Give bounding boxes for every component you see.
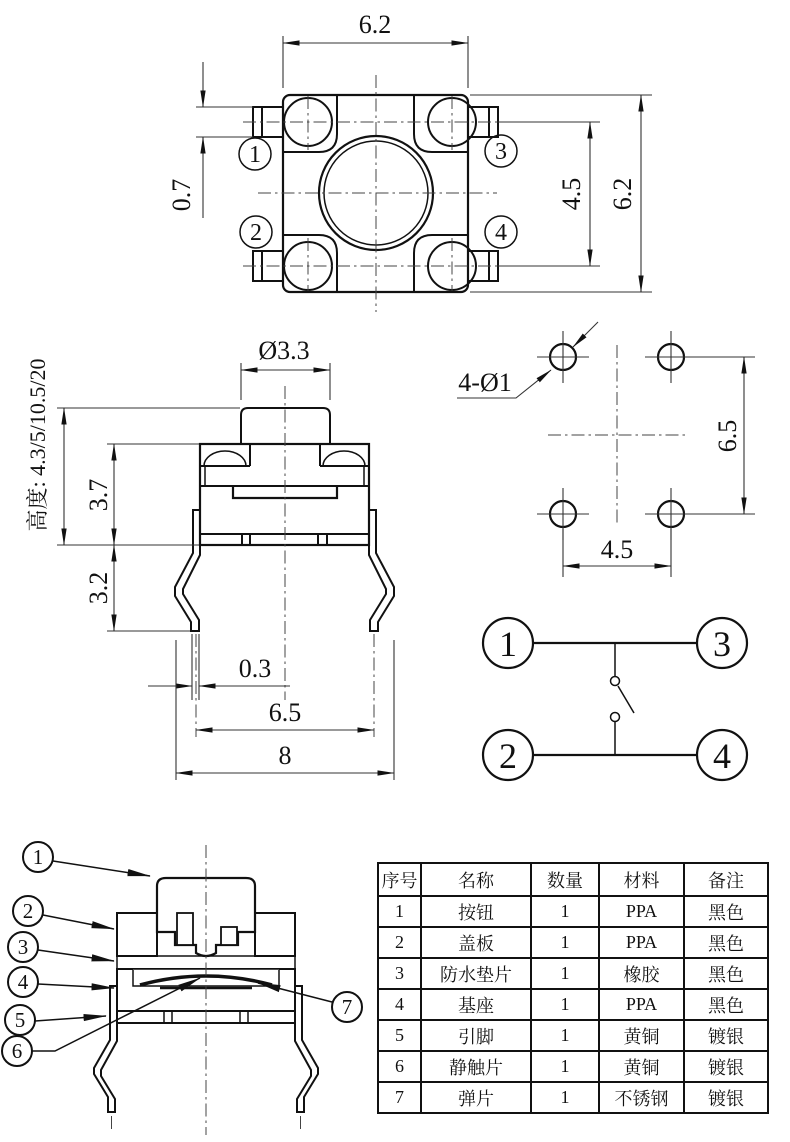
- cell-material: PPA: [599, 927, 684, 958]
- col-header-name: 名称: [421, 863, 531, 896]
- dim-right-height-value: 6.2: [608, 177, 637, 211]
- col-header-qty: 数量: [531, 863, 599, 896]
- cell-index: 6: [378, 1051, 421, 1082]
- callout-4-label: 4: [17, 970, 29, 994]
- callout-2: [13, 896, 43, 926]
- pin-balloon-4: [485, 216, 517, 248]
- pin-2-label: 2: [250, 220, 262, 246]
- circuit-pin-3: [697, 618, 747, 668]
- pin-4-label: 4: [495, 220, 507, 246]
- callout-7-label: 7: [341, 995, 353, 1019]
- cover-arc-right: [323, 451, 365, 466]
- table-row: [378, 989, 768, 1020]
- callout-7: [332, 992, 362, 1022]
- left-leg: [175, 510, 200, 631]
- dim-pin-offset: [167, 62, 253, 218]
- contact-top: [611, 677, 620, 686]
- pcb-layout-view: [457, 322, 755, 577]
- cell-qty: 1: [531, 958, 599, 989]
- section-cover-left: [117, 913, 157, 956]
- cell-material: 黄铜: [599, 1051, 684, 1082]
- cover-arc-left: [204, 451, 246, 466]
- dim-body-height-value: 3.7: [84, 478, 113, 512]
- cell-name: 弹片: [421, 1082, 531, 1113]
- cell-name: 防水垫片: [421, 958, 531, 989]
- contact-bottom: [611, 713, 620, 722]
- cell-name: 盖板: [421, 927, 531, 958]
- circuit-pin-2: [483, 730, 533, 780]
- col-header-index: 序号: [378, 863, 421, 896]
- cell-index: 5: [378, 1020, 421, 1051]
- dim-pin-span: [498, 122, 600, 266]
- circuit-pin-4-label: 4: [713, 736, 731, 776]
- cell-index: 4: [378, 989, 421, 1020]
- cell-name: 引脚: [421, 1020, 531, 1051]
- top-view: [167, 10, 652, 312]
- circuit-pin-3-label: 3: [713, 624, 731, 664]
- dim-foot-width-value: 0.3: [238, 654, 272, 683]
- section-cover-right: [255, 913, 295, 956]
- height-options-label: 高度: 4.3/5/10.5/20: [25, 358, 50, 532]
- section-button-post-left: [177, 913, 193, 945]
- cell-index: 3: [378, 958, 421, 989]
- cell-qty: 1: [531, 1051, 599, 1082]
- pin-1-label: 1: [249, 142, 261, 168]
- circuit-pin-1: [483, 618, 533, 668]
- callout-3: [8, 932, 38, 962]
- dim-pin-span-value: 4.5: [557, 177, 586, 211]
- hole-callout: [457, 322, 598, 398]
- dim-pin-offset-value: 0.7: [167, 178, 196, 212]
- cell-remark: 镀银: [684, 1082, 768, 1113]
- table-row: [378, 1051, 768, 1082]
- circuit-pin-1-label: 1: [499, 624, 517, 664]
- dim-foot-span: [196, 698, 374, 730]
- dim-leg-height-value: 3.2: [84, 571, 113, 605]
- dim-top-width-value: 6.2: [358, 10, 392, 39]
- cell-name: 静触片: [421, 1051, 531, 1082]
- section-button-post-right: [221, 927, 237, 945]
- cell-qty: 1: [531, 1082, 599, 1113]
- switch-blade: [618, 686, 634, 713]
- dim-foot-span-value: 6.5: [268, 698, 302, 727]
- right-leg: [369, 510, 394, 631]
- cell-index: 1: [378, 896, 421, 927]
- table-row: [378, 958, 768, 989]
- dim-overall-height: [25, 359, 240, 545]
- section-left-leg: [94, 986, 117, 1112]
- pin-balloon-1: [239, 138, 271, 170]
- pin-balloon-2: [240, 216, 272, 248]
- callout-5: [5, 1005, 35, 1035]
- dim-button-diameter-value: Ø3.3: [258, 336, 310, 365]
- cell-material: 不锈钢: [599, 1082, 684, 1113]
- cell-qty: 1: [531, 896, 599, 927]
- pin-balloon-3: [485, 135, 517, 167]
- table-row: [378, 927, 768, 958]
- dim-pcb-horizontal: [563, 529, 671, 577]
- cell-material: 橡胶: [599, 958, 684, 989]
- callout-1-label: 1: [32, 845, 44, 869]
- cell-qty: 1: [531, 1020, 599, 1051]
- cell-material: PPA: [599, 989, 684, 1020]
- parts-table: [377, 862, 769, 1114]
- cell-remark: 镀银: [684, 1020, 768, 1051]
- section-right-leg: [295, 986, 318, 1112]
- callout-6: [2, 1036, 32, 1066]
- callout-3-label: 3: [17, 935, 29, 959]
- dim-pcb-horizontal-value: 4.5: [600, 535, 634, 564]
- cell-material: PPA: [599, 896, 684, 927]
- cell-qty: 1: [531, 989, 599, 1020]
- col-header-remark: 备注: [684, 863, 768, 896]
- front-view: [25, 336, 394, 780]
- dim-body-height: [84, 444, 199, 545]
- cell-remark: 黑色: [684, 958, 768, 989]
- dim-pcb-vertical: [689, 357, 755, 514]
- cell-index: 7: [378, 1082, 421, 1113]
- table-row: [378, 1082, 768, 1113]
- cell-remark: 黑色: [684, 896, 768, 927]
- cell-remark: 镀银: [684, 1051, 768, 1082]
- section-view: [2, 842, 362, 1135]
- circuit-pin-4: [697, 730, 747, 780]
- cell-remark: 黑色: [684, 927, 768, 958]
- cell-qty: 1: [531, 927, 599, 958]
- parts-table-header-row: [378, 863, 768, 896]
- cell-name: 按钮: [421, 896, 531, 927]
- col-header-material: 材料: [599, 863, 684, 896]
- dim-total-span-value: 8: [278, 741, 292, 770]
- dim-pcb-vertical-value: 6.5: [713, 419, 742, 453]
- pin-3-label: 3: [495, 139, 507, 165]
- callout-5-label: 5: [14, 1008, 26, 1032]
- cell-material: 黄铜: [599, 1020, 684, 1051]
- circuit-schematic: [483, 618, 747, 780]
- cell-index: 2: [378, 927, 421, 958]
- dim-foot-width: [148, 654, 290, 686]
- corner-pocket: [283, 95, 337, 152]
- table-row: [378, 896, 768, 927]
- cell-name: 基座: [421, 989, 531, 1020]
- table-row: [378, 1020, 768, 1051]
- callout-4: [8, 967, 38, 997]
- callout-6-label: 6: [11, 1039, 23, 1063]
- circuit-pin-2-label: 2: [499, 736, 517, 776]
- callout-1: [23, 842, 53, 872]
- cell-remark: 黑色: [684, 989, 768, 1020]
- callout-2-label: 2: [22, 899, 34, 923]
- hole-callout-label: 4-Ø1: [458, 368, 512, 397]
